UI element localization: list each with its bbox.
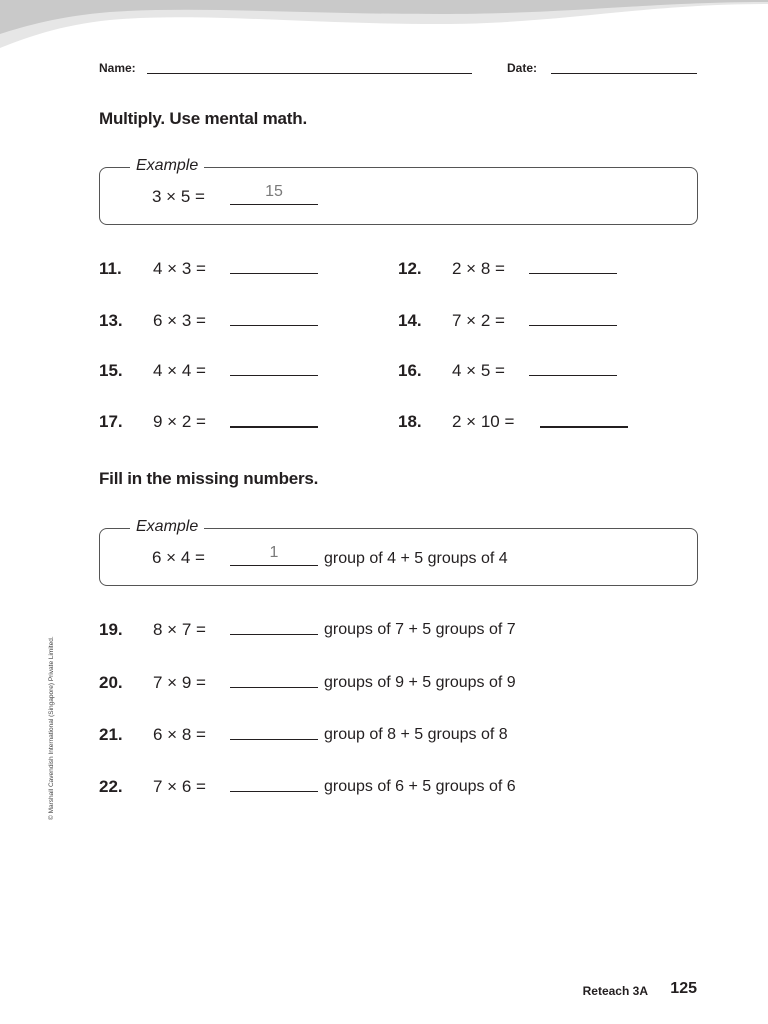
answer-blank[interactable] [230, 791, 318, 792]
problem-number: 17. [99, 412, 123, 431]
problem-equation: 7 × 9 = [153, 673, 206, 692]
answer-blank[interactable] [529, 273, 617, 274]
example-answer: 1 [269, 544, 279, 561]
section1-instruction: Multiply. Use mental math. [99, 109, 307, 128]
example-equation: 6 × 4 = [152, 548, 205, 567]
name-field[interactable] [147, 61, 472, 74]
problem-equation: 9 × 2 = [153, 412, 206, 431]
example-box-missing-numbers [99, 518, 698, 586]
name-label: Name: [99, 61, 136, 75]
answer-blank[interactable] [230, 426, 318, 428]
problem-number: 13. [99, 311, 123, 330]
copyright-notice: © Marshall Cavendish International (Singapore) Private Limited. [48, 636, 55, 820]
problem-equation: 4 × 5 = [452, 361, 505, 380]
problem-equation: 7 × 6 = [153, 777, 206, 796]
problem-number: 15. [99, 361, 123, 380]
example-answer: 15 [265, 183, 283, 200]
answer-blank[interactable] [230, 687, 318, 688]
example-label: Example [130, 157, 204, 175]
page-number: 125 [670, 980, 697, 997]
problem-equation: 8 × 7 = [153, 620, 206, 639]
problem-tail-text: groups of 6 + 5 groups of 6 [324, 778, 516, 795]
answer-blank[interactable] [230, 634, 318, 635]
answer-blank[interactable] [230, 273, 318, 274]
date-field[interactable] [551, 61, 697, 74]
problem-tail-text: group of 8 + 5 groups of 8 [324, 726, 508, 743]
example-tail-text: group of 4 + 5 groups of 4 [324, 550, 508, 567]
example-box-multiply [99, 157, 698, 225]
problem-equation: 4 × 3 = [153, 259, 206, 278]
name-date-row [99, 61, 697, 77]
problem-equation: 7 × 2 = [452, 311, 505, 330]
example-label: Example [130, 518, 204, 536]
example-equation: 3 × 5 = [152, 187, 205, 206]
problem-number: 14. [398, 311, 422, 330]
answer-blank[interactable] [529, 375, 617, 376]
problem-equation: 4 × 4 = [153, 361, 206, 380]
problem-equation: 2 × 8 = [452, 259, 505, 278]
problem-tail-text: groups of 7 + 5 groups of 7 [324, 621, 516, 638]
answer-blank[interactable] [230, 375, 318, 376]
section2-instruction: Fill in the missing numbers. [99, 469, 319, 488]
problem-number: 11. [99, 259, 122, 278]
problem-number: 19. [99, 620, 123, 639]
book-label: Reteach 3A [582, 984, 648, 998]
problem-number: 22. [99, 777, 123, 796]
problem-number: 21. [99, 725, 123, 744]
problem-number: 16. [398, 361, 422, 380]
answer-blank[interactable] [230, 739, 318, 740]
answer-blank[interactable] [230, 325, 318, 326]
header-wave-decoration [0, 0, 768, 60]
problem-number: 18. [398, 412, 422, 431]
problem-number: 20. [99, 673, 123, 692]
answer-blank[interactable] [540, 426, 628, 428]
problem-equation: 6 × 8 = [153, 725, 206, 744]
problem-equation: 6 × 3 = [153, 311, 206, 330]
problem-tail-text: groups of 9 + 5 groups of 9 [324, 674, 516, 691]
date-label: Date: [507, 61, 538, 75]
example-answer-line [230, 204, 318, 205]
problem-equation: 2 × 10 = [452, 412, 515, 431]
answer-blank[interactable] [529, 325, 617, 326]
problem-number: 12. [398, 259, 422, 278]
example-answer-line [230, 565, 318, 566]
